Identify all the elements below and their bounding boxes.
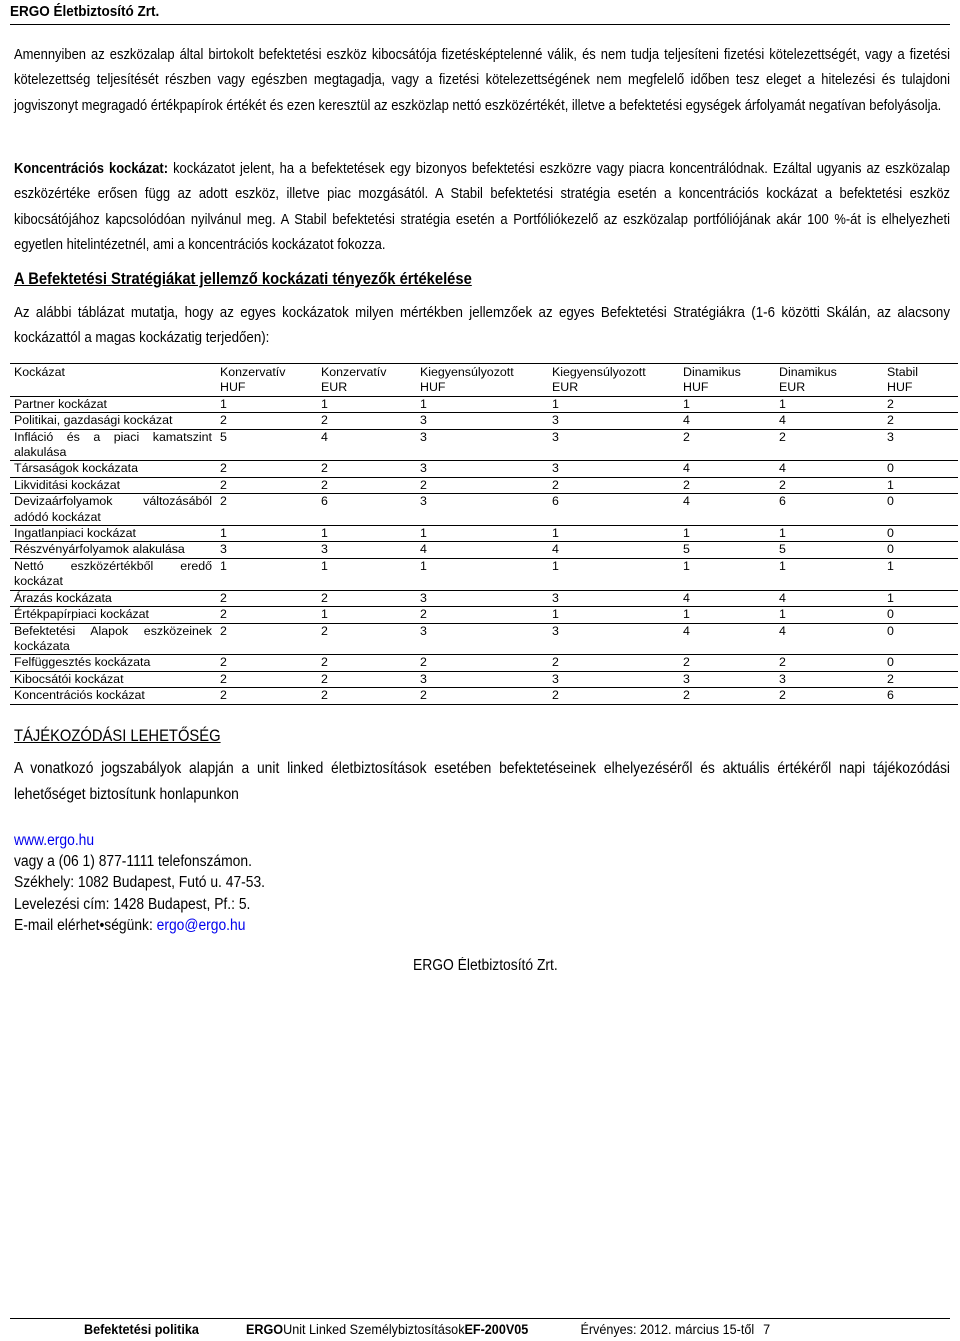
column-header <box>883 364 958 397</box>
risk-score-cell: 2 <box>883 671 958 687</box>
risk-score-cell: 1 <box>317 607 416 623</box>
table-row <box>10 477 958 493</box>
column-header-line: EUR <box>779 380 806 395</box>
risk-score-cell: 2 <box>317 671 416 687</box>
phone-line: vagy a (06 1) 877-1111 telefonszámon. <box>14 853 252 870</box>
table-row <box>10 526 958 542</box>
mailing-address-line: Levelezési cím: 1428 Budapest, Pf.: 5. <box>14 896 251 913</box>
risk-score-cell: 1 <box>679 396 775 412</box>
risk-name-cell: Társaságok kockázata <box>10 461 216 477</box>
column-header-line: HUF <box>887 380 913 395</box>
footer-product-name: Unit Linked Személybiztosítások <box>283 1321 465 1337</box>
table-row <box>10 655 958 671</box>
footer-product-code: EF-200V05 <box>464 1321 529 1337</box>
header-divider <box>10 24 950 25</box>
risk-score-cell: 4 <box>679 590 775 606</box>
risk-name-cell: Részvényárfolyamok alakulása <box>10 542 216 558</box>
risk-score-cell: 2 <box>317 477 416 493</box>
risk-score-cell: 1 <box>883 558 958 590</box>
risk-score-cell: 2 <box>216 671 317 687</box>
concentration-risk-paragraph <box>14 157 950 258</box>
table-row <box>10 607 958 623</box>
risk-score-cell: 3 <box>416 590 548 606</box>
risk-score-cell: 4 <box>416 542 548 558</box>
column-header-line: Dinamikus <box>683 365 741 379</box>
risk-score-cell: 2 <box>216 461 317 477</box>
risk-name-cell: Kibocsátói kockázat <box>10 671 216 687</box>
table-row <box>10 396 958 412</box>
risk-score-cell: 1 <box>679 558 775 590</box>
column-header <box>216 364 317 397</box>
column-header-line: Dinamikus <box>779 365 837 379</box>
risk-score-cell: 2 <box>883 413 958 429</box>
risk-score-cell: 0 <box>883 461 958 477</box>
risk-score-cell: 3 <box>416 623 548 655</box>
info-paragraph: A vonatkozó jogszabályok alapján a unit linked életbiztosítások esetében befektetéseinek elhelyezéséről és aktuális értékéről napi tájékozódási lehetőséget biztosítunk honlapunkon <box>14 760 950 803</box>
column-header <box>416 364 548 397</box>
risk-score-cell: 2 <box>216 477 317 493</box>
risk-score-cell: 4 <box>775 413 883 429</box>
risk-score-cell: 0 <box>883 542 958 558</box>
footer-divider <box>10 1318 950 1319</box>
risk-score-cell: 2 <box>317 461 416 477</box>
risk-score-cell: 2 <box>216 655 317 671</box>
risk-score-cell: 4 <box>679 413 775 429</box>
column-header <box>775 364 883 397</box>
risk-score-cell: 2 <box>216 688 317 704</box>
column-header <box>10 364 216 397</box>
risk-score-cell: 2 <box>679 655 775 671</box>
risk-score-cell: 2 <box>416 477 548 493</box>
risk-score-cell: 2 <box>317 623 416 655</box>
risk-score-cell: 2 <box>548 477 679 493</box>
risk-score-cell: 1 <box>416 526 548 542</box>
risk-score-cell: 4 <box>679 461 775 477</box>
risk-score-cell: 2 <box>317 590 416 606</box>
risk-score-cell: 4 <box>679 623 775 655</box>
risk-score-cell: 2 <box>317 413 416 429</box>
risk-score-cell: 2 <box>317 655 416 671</box>
email-line <box>14 917 245 935</box>
risk-name-cell: Befektetési Alapok eszközeinek kockázata <box>10 623 216 655</box>
column-header-line: Kiegyensúlyozott <box>420 365 514 379</box>
column-header-line: Kockázat <box>14 365 65 379</box>
column-header-line: Kiegyensúlyozott <box>552 365 646 379</box>
risk-score-cell: 5 <box>679 542 775 558</box>
table-header-row <box>10 364 958 397</box>
table-row <box>10 461 958 477</box>
table-row <box>10 590 958 606</box>
risk-score-cell: 2 <box>216 590 317 606</box>
risk-score-cell: 6 <box>883 688 958 704</box>
risk-score-cell: 3 <box>548 413 679 429</box>
risk-score-cell: 1 <box>216 396 317 412</box>
risk-score-cell: 3 <box>216 542 317 558</box>
risk-name-cell: Nettó eszközértékből eredő kockázat <box>10 558 216 590</box>
column-header-line: Konzervatív <box>321 365 387 379</box>
risk-score-cell: 2 <box>775 655 883 671</box>
header-company-name: ERGO Életbiztosító Zrt. <box>10 3 160 20</box>
concentration-risk-label: Koncentrációs kockázat: <box>14 161 169 177</box>
footer-doc-type: Befektetési politika <box>84 1321 199 1337</box>
risk-score-cell: 2 <box>216 413 317 429</box>
risk-score-cell: 1 <box>548 526 679 542</box>
risk-score-cell: 1 <box>416 558 548 590</box>
risk-name-cell: Politikai, gazdasági kockázat <box>10 413 216 429</box>
risk-score-cell: 3 <box>416 413 548 429</box>
risk-score-cell: 1 <box>775 607 883 623</box>
risk-score-cell: 3 <box>416 461 548 477</box>
table-row <box>10 558 958 590</box>
risk-score-cell: 1 <box>679 526 775 542</box>
risk-score-cell: 3 <box>548 590 679 606</box>
risk-score-cell: 3 <box>548 429 679 461</box>
risk-score-cell: 0 <box>883 526 958 542</box>
risk-score-cell: 3 <box>416 494 548 526</box>
risk-score-cell: 1 <box>317 526 416 542</box>
risk-name-cell: Értékpapírpiaci kockázat <box>10 607 216 623</box>
column-header-line: Konzervatív <box>220 365 286 379</box>
website-line <box>14 832 94 850</box>
risk-score-cell: 6 <box>775 494 883 526</box>
column-header-line: Stabil <box>887 365 918 379</box>
risk-score-cell: 3 <box>883 429 958 461</box>
risk-name-cell: Partner kockázat <box>10 396 216 412</box>
column-header-line: EUR <box>321 380 348 395</box>
risk-score-cell: 2 <box>317 688 416 704</box>
risk-score-cell: 0 <box>883 623 958 655</box>
risk-score-cell: 0 <box>883 607 958 623</box>
risk-score-cell: 3 <box>416 671 548 687</box>
risk-score-cell: 1 <box>775 526 883 542</box>
risk-name-cell: Likviditási kockázat <box>10 477 216 493</box>
table-row <box>10 429 958 461</box>
risk-score-cell: 0 <box>883 494 958 526</box>
footer-page-number: 7 <box>763 1321 771 1337</box>
risk-score-cell: 3 <box>548 671 679 687</box>
risk-name-cell: Devizaárfolyamok változásából adódó kockázat <box>10 494 216 526</box>
risk-score-cell: 0 <box>883 655 958 671</box>
info-section-title: TÁJÉKOZÓDÁSI LEHETŐSÉG <box>14 727 221 745</box>
risk-name-cell: Koncentrációs kockázat <box>10 688 216 704</box>
risk-score-cell: 2 <box>679 688 775 704</box>
risk-score-cell: 2 <box>775 477 883 493</box>
footer <box>84 1321 770 1337</box>
risk-name-cell: Felfüggesztés kockázata <box>10 655 216 671</box>
risk-score-cell: 1 <box>548 396 679 412</box>
table-row <box>10 688 958 704</box>
risk-score-cell: 3 <box>416 429 548 461</box>
table-row <box>10 542 958 558</box>
risk-score-cell: 2 <box>416 655 548 671</box>
risk-score-cell: 1 <box>416 396 548 412</box>
website-link[interactable]: www.ergo.hu <box>14 832 95 849</box>
risk-score-cell: 2 <box>883 396 958 412</box>
risk-score-cell: 6 <box>317 494 416 526</box>
risk-score-cell: 1 <box>317 558 416 590</box>
table-row <box>10 623 958 655</box>
column-header <box>548 364 679 397</box>
risk-score-cell: 1 <box>775 396 883 412</box>
risk-score-cell: 4 <box>679 494 775 526</box>
risk-score-cell: 1 <box>679 607 775 623</box>
risk-name-cell: Ingatlanpiaci kockázat <box>10 526 216 542</box>
risk-score-cell: 1 <box>883 477 958 493</box>
risk-score-cell: 2 <box>416 607 548 623</box>
risk-score-cell: 6 <box>548 494 679 526</box>
risk-score-cell: 1 <box>216 526 317 542</box>
risk-score-cell: 4 <box>317 429 416 461</box>
risk-name-cell: Infláció és a piaci kamatszint alakulása <box>10 429 216 461</box>
risk-score-cell: 1 <box>216 558 317 590</box>
column-header-line <box>14 380 212 395</box>
risk-score-cell: 3 <box>679 671 775 687</box>
section-title: A Befektetési Stratégiákat jellemző kockázati tényezők értékelése <box>14 270 472 288</box>
risk-score-cell: 1 <box>775 558 883 590</box>
column-header-line: HUF <box>683 380 709 395</box>
risk-score-cell: 2 <box>548 688 679 704</box>
risk-score-cell: 1 <box>317 396 416 412</box>
column-header-line: EUR <box>552 380 579 395</box>
risk-score-cell: 2 <box>548 655 679 671</box>
column-header-line: HUF <box>220 380 246 395</box>
risk-score-cell: 4 <box>775 590 883 606</box>
risk-score-cell: 2 <box>679 477 775 493</box>
risk-score-cell: 1 <box>548 607 679 623</box>
table-row <box>10 671 958 687</box>
footer-valid-from: Érvényes: 2012. március 15-től <box>580 1321 755 1337</box>
risk-score-cell: 2 <box>216 494 317 526</box>
footer-brand: ERGO <box>246 1321 284 1337</box>
risk-score-cell: 4 <box>775 461 883 477</box>
risk-score-cell: 3 <box>548 623 679 655</box>
risk-score-cell: 2 <box>416 688 548 704</box>
risk-score-cell: 5 <box>775 542 883 558</box>
issuer-risk-paragraph: Amennyiben az eszközalap által birtokolt befektetési eszköz kibocsátója fizetésképtelenné válik, és nem tudja teljesíteni fizetési kötelezettségét, vagy a fizetési kötelezettség teljesítését részben vagy egészben megtagadja, vagy a fizetési kötelezettségének nem megfelelő időben tesz eleget a hitelezési és tulajdoni jogviszonyt megragadó értékpapírok értékét és ezen keresztül az eszközlap nettó eszközértékét, illetve a befektetési egységek árfolyamát negatívan befolyásolja. <box>14 47 950 114</box>
email-label: E-mail elérhet•ségünk: <box>14 917 157 934</box>
risk-score-cell: 1 <box>548 558 679 590</box>
risk-rating-table <box>10 363 958 705</box>
risk-score-cell: 2 <box>216 607 317 623</box>
risk-score-cell: 2 <box>775 429 883 461</box>
table-row <box>10 494 958 526</box>
risk-score-cell: 3 <box>317 542 416 558</box>
headquarters-line: Székhely: 1082 Budapest, Futó u. 47-53. <box>14 874 266 891</box>
risk-score-cell: 2 <box>216 623 317 655</box>
risk-score-cell: 1 <box>883 590 958 606</box>
table-intro-paragraph: Az alábbi táblázat mutatja, hogy az egyes kockázatok milyen mértékben jellemzőek az egyes Befektetési Stratégiákra (1-6 közötti Skálán, az alacsony kockázattól a magas kockázatig terjedően): <box>14 305 950 346</box>
risk-score-cell: 3 <box>775 671 883 687</box>
risk-score-cell: 4 <box>775 623 883 655</box>
risk-score-cell: 2 <box>679 429 775 461</box>
signature: ERGO Életbiztosító Zrt. <box>413 957 558 974</box>
concentration-risk-text: kockázatot jelent, ha a befektetések egy bizonyos befektetési eszközre vagy piacra koncentrálódnak. Ezáltal ugyanis az eszközalap eszközértéke erősen függ az adott eszköz, illetve piac mozgásától. A Stabil befektetési stratégia esetén a koncentrációs kockázat a befektetési eszköz kibocsátójához kapcsolódóan nyilvánul meg. A Stabil befektetési stratégia esetén a Portfóliókezelő az eszközalap portfóliójának akár 100 %-át is elhelyezheti egyetlen hitelintézetnél, ami a koncentrációs kockázatot fokozza. <box>14 161 951 253</box>
email-link[interactable]: ergo@ergo.hu <box>156 917 246 934</box>
column-header <box>679 364 775 397</box>
risk-name-cell: Árazás kockázata <box>10 590 216 606</box>
column-header <box>317 364 416 397</box>
footer-product <box>246 1321 528 1337</box>
risk-score-cell: 3 <box>548 461 679 477</box>
risk-score-cell: 5 <box>216 429 317 461</box>
risk-score-cell: 2 <box>775 688 883 704</box>
column-header-line: HUF <box>420 380 446 395</box>
risk-score-cell: 4 <box>548 542 679 558</box>
table-row <box>10 413 958 429</box>
